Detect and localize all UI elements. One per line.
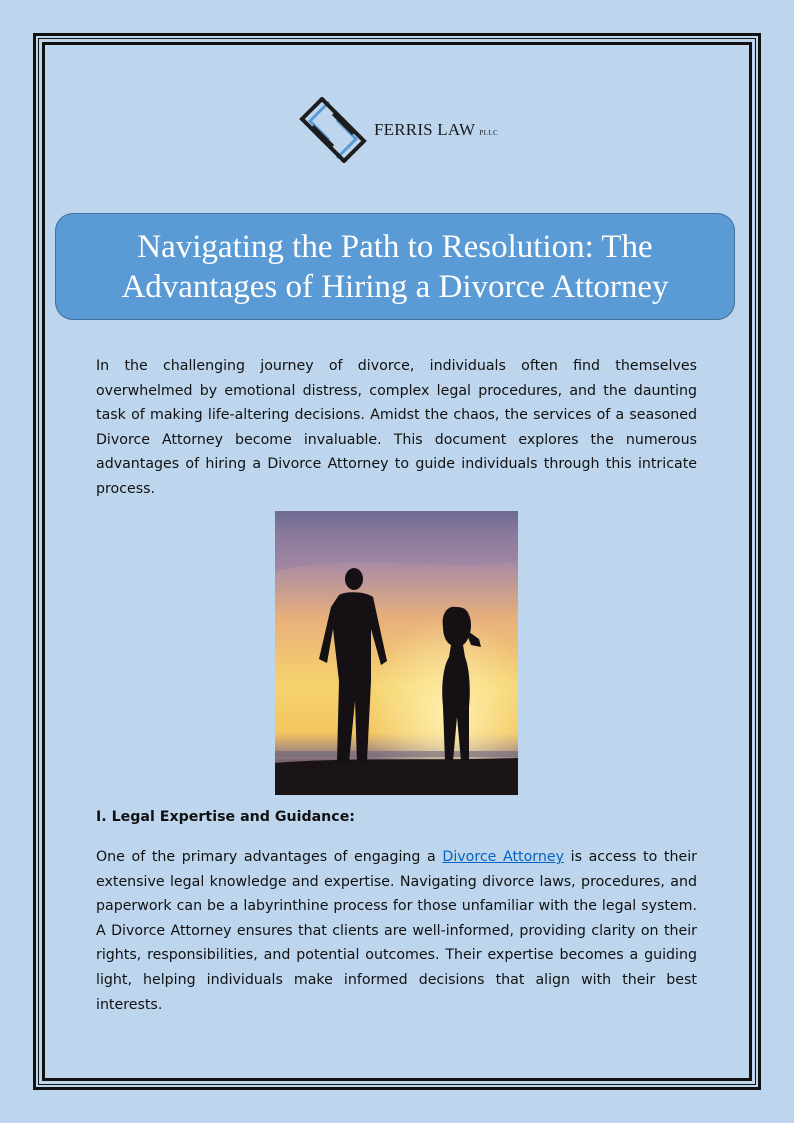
interlocking-chevron-logo-icon [298,97,368,163]
silhouette-couple-sunset-photo [275,511,518,795]
section-heading: I. Legal Expertise and Guidance: [96,809,355,825]
logo-name: FERRIS LAW [374,120,476,139]
title-banner [55,213,735,320]
section-text-end: is access to their extensive legal knowledge and expertise. Navigating divorce laws, procedures, and paperwork can be a labyrinthine process for those unfamiliar with the legal system. A Divorce Attorney ensures that clients are well-informed, providing clarity on their rights, responsibilities, and potential outcomes. Their expertise becomes a guiding light, helping individuals make informed decisions that align with their best interests. [96,849,697,1013]
ferris-law-logo [298,97,498,163]
logo-suffix: PLLC [479,129,499,137]
divorce-attorney-link[interactable]: Divorce Attorney [442,849,564,865]
section-text-start: One of the primary advantages of engaging a [96,849,443,865]
page-title: Navigating the Path to Resolution: The Advantages of Hiring a Divorce Attorney [121,228,669,305]
intro-paragraph: In the challenging journey of divorce, individuals often find themselves overwhelmed by emotional distress, complex legal procedures, and the daunting task of making life-altering decisions. Amidst the chaos, the services of a seasoned Divorce Attorney become invaluable. This document explores the numerous advantages of hiring a Divorce Attorney to guide individuals through this intricate process. [96,358,697,497]
section-paragraph [96,845,697,1017]
